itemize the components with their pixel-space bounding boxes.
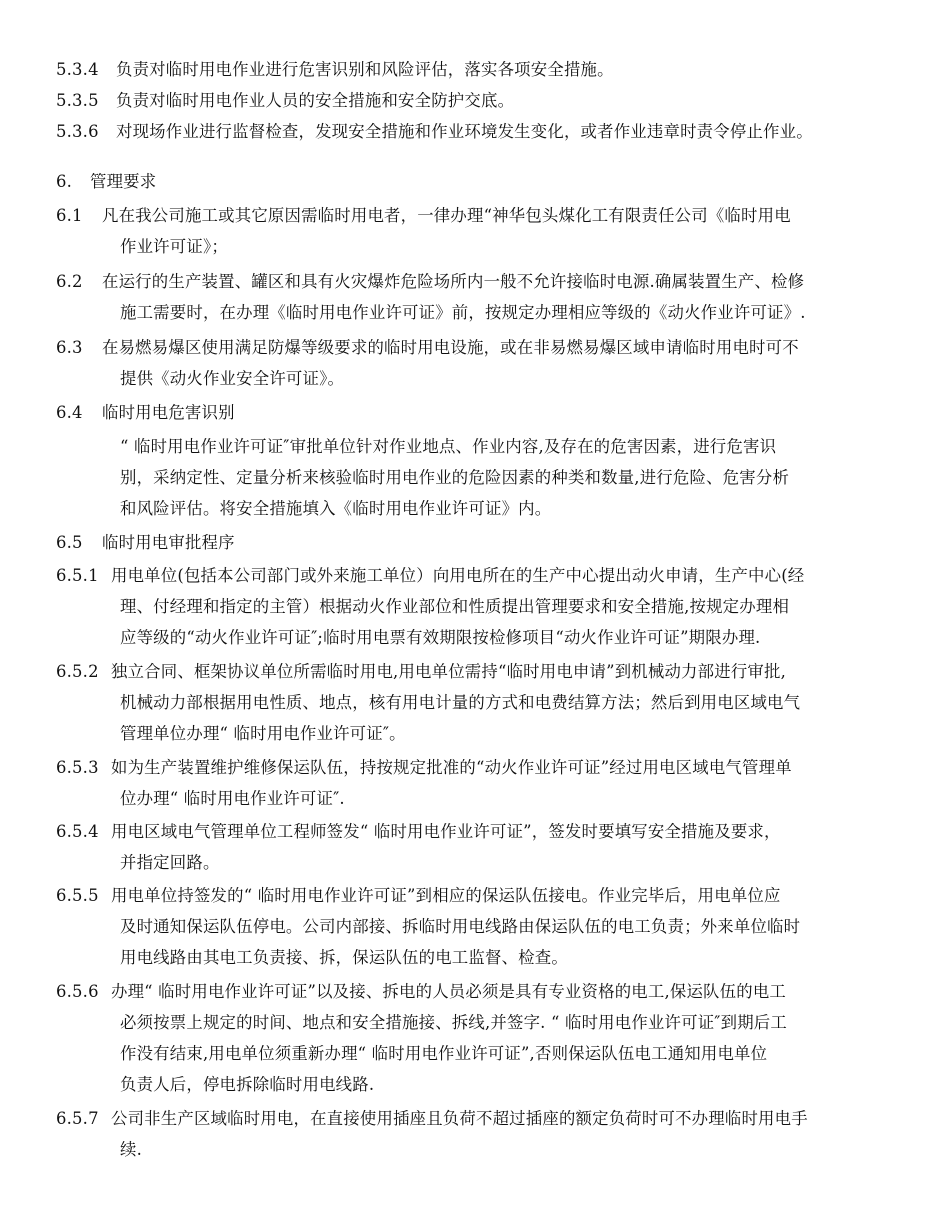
section-6-5-6-line-1: 办理“ 临时用电作业许可证”以及接、拆电的人员必须是具有专业资格的电工,保运队伍的电工 bbox=[111, 982, 787, 1001]
section-6-4-line-2: “ 临时用电作业许可证″审批单位针对作业地点、作业内容,及存在的危害因素，进行危害识 bbox=[120, 437, 777, 456]
section-number-5-3-6: 5.3.6 bbox=[56, 122, 99, 141]
section-5-3-6-line-1: 对现场作业进行监督检查，发现安全措施和作业环境发生变化，或者作业违章时责令停止作业。 bbox=[116, 122, 813, 141]
section-5-3-5-line-1: 负责对临时用电作业人员的安全措施和安全防护交底。 bbox=[116, 91, 515, 110]
section-number-6-1: 6.1 bbox=[56, 206, 83, 225]
section-6-2-line-2: 施工需要时，在办理《临时用电作业许可证》前，按规定办理相应等级的《动火作业许可证》. bbox=[120, 303, 806, 322]
section-6-1-line-1: 凡在我公司施工或其它原因需临时用电者，一律办理“神华包头煤化工有限责任公司《临时用电 bbox=[102, 206, 791, 225]
section-6-5-5-line-3: 用电线路由其电工负责接、拆，保运队伍的电工监督、检查。 bbox=[120, 948, 568, 967]
section-6-4-line-3: 别，采纳定性、定量分析来核验临时用电作业的危险因素的种类和数量,进行危险、危害分析 bbox=[120, 468, 790, 487]
section-6-5-2-line-2: 机械动力部根据用电性质、地点，核有用电计量的方式和电费结算方法；然后到用电区域电气 bbox=[120, 693, 801, 712]
section-6-5-7-line-1: 公司非生产区域临时用电，在直接使用插座且负荷不超过插座的额定负荷时可不办理临时用电手 bbox=[111, 1109, 808, 1128]
section-6-2-line-1: 在运行的生产装置、罐区和具有火灾爆炸危险场所内一般不允许接临时电源.确属装置生产、检修 bbox=[102, 272, 805, 291]
section-number-6-5-3: 6.5.3 bbox=[56, 758, 99, 777]
section-number-6-2: 6.2 bbox=[56, 272, 83, 291]
section-number-6: 6. bbox=[56, 172, 73, 191]
section-number-6-3: 6.3 bbox=[56, 338, 83, 357]
section-6-5-6-line-4: 负责人后，停电拆除临时用电线路. bbox=[120, 1075, 375, 1094]
section-number-5-3-4: 5.3.4 bbox=[56, 60, 99, 79]
section-number-6-4: 6.4 bbox=[56, 403, 83, 422]
section-6-5-4-line-2: 并指定回路。 bbox=[120, 853, 220, 872]
section-6-5-line-1: 临时用电审批程序 bbox=[102, 533, 235, 552]
section-6-5-6-line-2: 必须按票上规定的时间、地点和安全措施接、拆线,并签字. “ 临时用电作业许可证″到期后工 bbox=[120, 1013, 787, 1032]
section-6-5-4-line-1: 用电区域电气管理单位工程师签发“ 临时用电作业许可证”，签发时要填写安全措施及要求， bbox=[111, 822, 781, 841]
section-6-1-line-2: 作业许可证》； bbox=[120, 237, 228, 256]
section-6-5-1-line-1: 用电单位(包括本公司部门或外来施工单位）向用电所在的生产中心提出动火申请，生产中心(经 bbox=[111, 566, 805, 585]
section-number-6-5-5: 6.5.5 bbox=[56, 886, 99, 905]
section-6-5-1-line-2: 理、付经理和指定的主管）根据动火作业部位和性质提出管理要求和安全措施,按规定办理相 bbox=[120, 597, 790, 616]
section-6-line-1: 管理要求 bbox=[90, 172, 157, 191]
section-6-3-line-1: 在易燃易爆区使用满足防爆等级要求的临时用电设施，或在非易燃易爆区域申请临时用电时可不 bbox=[102, 338, 799, 357]
section-6-5-2-line-3: 管理单位办理“ 临时用电作业许可证″。 bbox=[120, 724, 406, 743]
section-6-5-7-line-2: 续. bbox=[120, 1140, 143, 1159]
section-6-5-5-line-2: 及时通知保运队伍停电。公司内部接、拆临时用电线路由保运队伍的电工负责；外来单位临时 bbox=[120, 917, 801, 936]
section-6-4-line-4: 和风险评估。将安全措施填入《临时用电作业许可证》内。 bbox=[120, 499, 552, 518]
section-number-6-5: 6.5 bbox=[56, 533, 83, 552]
section-6-5-5-line-1: 用电单位持签发的“ 临时用电作业许可证”到相应的保运队伍接电。作业完毕后，用电单位应 bbox=[111, 886, 781, 905]
section-number-6-5-6: 6.5.6 bbox=[56, 982, 99, 1001]
section-number-6-5-4: 6.5.4 bbox=[56, 822, 99, 841]
section-6-4-line-1: 临时用电危害识别 bbox=[102, 403, 235, 422]
section-number-6-5-1: 6.5.1 bbox=[56, 566, 99, 585]
section-5-3-4-line-1: 负责对临时用电作业进行危害识别和风险评估，落实各项安全措施。 bbox=[116, 60, 614, 79]
section-number-6-5-7: 6.5.7 bbox=[56, 1109, 99, 1128]
section-number-5-3-5: 5.3.5 bbox=[56, 91, 99, 110]
section-6-3-line-2: 提供《动火作业安全许可证》。 bbox=[120, 369, 345, 388]
section-6-5-1-line-3: 应等级的“动火作业许可证″;临时用电票有效期限按检修项目“动火作业许可证”期限办理. bbox=[120, 628, 761, 647]
section-6-5-6-line-3: 作没有结束,用电单位须重新办理“ 临时用电作业许可证”,否则保运队伍电工通知用电单位 bbox=[120, 1044, 768, 1063]
section-number-6-5-2: 6.5.2 bbox=[56, 662, 99, 681]
section-6-5-3-line-2: 位办理“ 临时用电作业许可证″. bbox=[120, 789, 345, 808]
section-6-5-3-line-1: 如为生产装置维护维修保运队伍，持按规定批准的“动火作业许可证”经过用电区域电气管理单 bbox=[111, 758, 792, 777]
section-6-5-2-line-1: 独立合同、框架协议单位所需临时用电,用电单位需持“临时用电申请”到机械动力部进行审批, bbox=[111, 662, 787, 681]
